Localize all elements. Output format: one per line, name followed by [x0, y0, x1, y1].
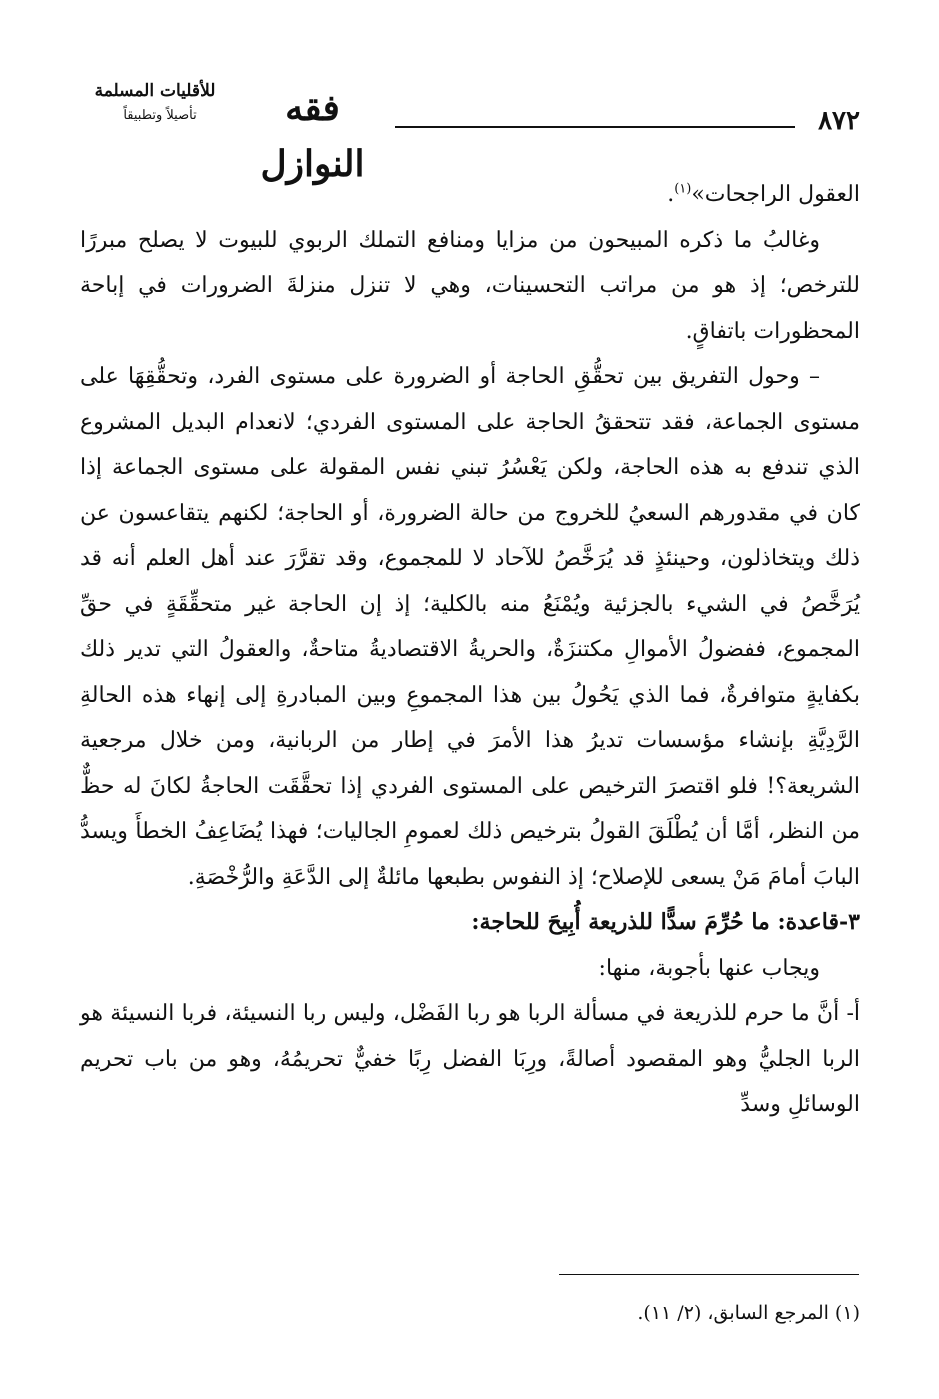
book-title: فقه النوازل — [260, 87, 365, 185]
quote-end-text: العقول الراجحات» — [691, 182, 860, 207]
paragraph-quote-end — [80, 172, 860, 218]
footnote-separator — [559, 1274, 859, 1275]
section-heading: ٣-قاعدة: ما حُرِّمَ سدًّا للذريعة أُبِيحَ للحاجة: — [471, 909, 860, 935]
footnote: (١) المرجع السابق، (٢/ ١١). — [637, 1302, 860, 1324]
header-rule — [395, 126, 795, 128]
paragraph: ويجاب عنها بأجوبة، منها: — [598, 955, 820, 981]
book-tagline: تأصيلاً وتطبيقاً — [123, 108, 197, 123]
page-number: ٨٧٢ — [818, 106, 860, 136]
paragraph: أ- أنَّ ما حرم للذريعة في مسألة الربا هو ربا الفَضْل، وليس ربا النسيئة، فربا النسيئة هو الربا الجليُّ وهو المقصود أصالةً، ورِبَا الفضل رِبًا خفيٌّ تحريمُهُ، وهو من باب تحريم الوسائلِ وسدِّ — [80, 1001, 860, 1117]
paragraph: – وحول التفريق بين تحقُّقِ الحاجة أو الضرورة على مستوى الفرد، وتحقُّقِهَا على مستوى الجماعة، فقد تتحققُ الحاجة على المستوى الفردي؛ لانعدام البديل المشروع الذي تندفع به هذه الحاجة، ولكن يَعْسُرُ تبني نفس المقولة على مستوى الجماعة إذا كان في مقدورهم السعيُ للخروج من حالة الضرورة، أو الحاجة؛ لكنهم يتقاعسون عن ذلك ويتخاذلون، وحينئذٍ قد يُرَخَّصُ للآحاد لا للمجموع، وقد تقرَّرَ عند أهل العلم أنه قد يُرَخَّصُ في الشيء بالجزئية ويُمْنَعُ منه بالكلية؛ إذ إن الحاجة غير متحقِّقَةٍ في حقِّ المجموع، ففضولُ الأموالِ مكتنزَةٌ، والحريةُ الاقتصاديةُ متاحةٌ، والعقولُ التي تدير ذلك بكفايةٍ متوافرةٌ، فما الذي يَحُولُ بين هذا المجموعِ وبين المبادرةِ إلى إنهاء هذه الحالةِ الرَّدِيَّةِ بإنشاء مؤسسات تديرُ هذا الأمرَ في إطار من الربانية، ومن خلال مرجعية الشريعة؟! فلو اقتصرَ الترخيص على المستوى الفردي إذا تحقَّقَت الحاجةُ لكانَ له حظٌّ من النظر، أمَّا أن يُطْلَقَ القولُ بترخيص ذلك لعمومِ الجاليات؛ فهذا يُضَاعِفُ الخطأَ ويسدُّ البابَ أمامَ مَنْ يسعى للإصلاح؛ إذ النفوس بطبعها مائلةٌ إلى الدَّعَةِ والرُّخْصَةِ. — [80, 364, 860, 890]
quote-end-dot: . — [667, 182, 675, 207]
main-text — [80, 172, 860, 1128]
footnote-ref: (١) — [674, 181, 692, 197]
paragraph: وغالبُ ما ذكره المبيحون من مزايا ومنافع التملك الربوي للبيوت لا يصلح مبررًا للترخص؛ إذ هو من مراتب التحسينات، وهي لا تنزل منزلةَ الضرورات في إباحة المحظورات باتفاقٍ. — [80, 227, 860, 344]
book-title-logo — [80, 78, 395, 185]
book-subtitle: للأقليات المسلمة — [94, 81, 216, 101]
running-header — [80, 78, 860, 185]
